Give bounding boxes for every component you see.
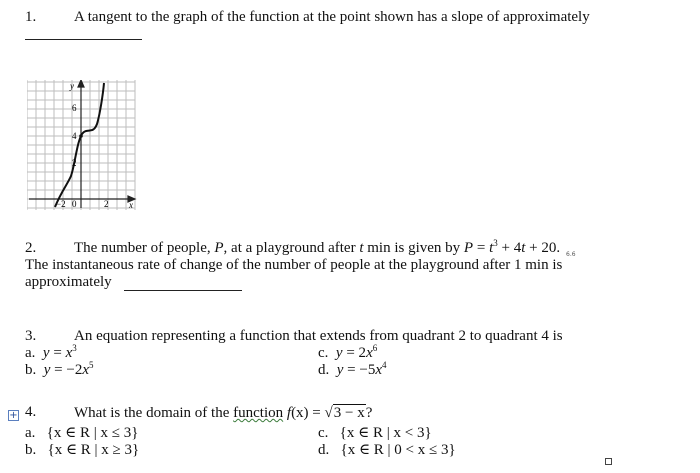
tick-y-6: 6 [72,103,77,113]
expand-icon[interactable]: + [9,410,18,421]
q3-number: 3. [25,328,37,344]
tick-y-4: 4 [72,131,77,141]
q3-option-d[interactable]: d. $y = -5x^4$ [318,360,387,378]
q1-number: 1. [25,9,37,25]
q3-text: An equation representing a function that extends from quadrant 2 to quadrant 4 is [74,328,563,344]
q4-option-d[interactable]: d. {x ∈ R | 0 < x ≤ 3} [318,442,456,458]
tick-x-0: 0 [72,199,77,209]
q3-option-c[interactable]: c. $y = 2x^6$ [318,343,378,361]
q3-option-a[interactable]: a. $y = x^3$ [25,343,77,361]
x-axis-label: x [129,200,133,210]
tangent-point [79,134,83,138]
q3-option-b[interactable]: b. $y = -2x^5$ [25,360,94,378]
q2-tiny-mark: 6.6 [566,251,576,258]
q2-number: 2. [25,240,37,256]
tick-x-neg2: −2 [56,199,66,209]
q4-option-a[interactable]: a. {x ∈ R | x ≤ 3} [25,425,139,441]
q2-answer-blank[interactable] [124,290,242,291]
q4-option-b[interactable]: b. {x ∈ R | x ≥ 3} [25,442,140,458]
tick-y-2: 2 [72,158,77,168]
q2-line3: approximately [25,274,112,290]
q1-text: A tangent to the graph of the function at the point shown has a slope of approximately [74,9,590,25]
q2-line1: The number of people, P, at a playground after t min is given by $P = t^3 + 4t + 20$. [74,238,561,256]
q2-line2: The instantaneous rate of change of the number of people at the playground after 1 min is [25,257,563,273]
q4-option-c[interactable]: c. {x ∈ R | x < 3} [318,425,432,441]
q4-text: What is the domain of the function f(x) = √3 − x? [74,405,373,421]
y-axis-label: y [70,81,74,91]
tick-x-2: 2 [104,199,109,209]
q1-answer-blank[interactable] [25,39,142,40]
q4-number: 4. [25,404,37,420]
q1-graph [27,80,139,212]
resize-handle[interactable] [605,458,612,465]
